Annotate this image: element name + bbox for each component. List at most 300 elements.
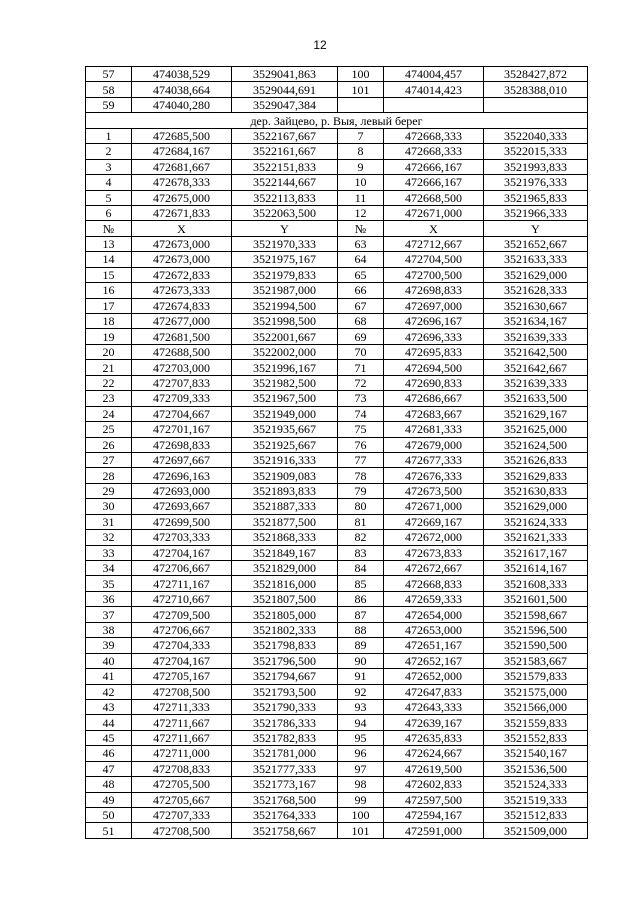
table-row <box>86 576 588 591</box>
table-cell: 472651,167 <box>384 638 484 653</box>
table-cell: 3521639,333 <box>484 329 588 344</box>
table-cell: 63 <box>338 236 384 251</box>
table-cell: 3528427,872 <box>484 67 588 82</box>
table-cell: 472666,167 <box>384 175 484 190</box>
table-cell: 472673,333 <box>132 283 232 298</box>
table-cell: 81 <box>338 514 384 529</box>
table-cell: 3521998,500 <box>232 314 338 329</box>
table-cell: 29 <box>86 483 132 498</box>
table-cell: 472672,833 <box>132 267 232 282</box>
table-cell: 3521829,000 <box>232 561 338 576</box>
table-cell: 11 <box>338 190 384 205</box>
table-cell: 93 <box>338 699 384 714</box>
table-cell: 101 <box>338 823 384 838</box>
table-cell: 3521996,167 <box>232 360 338 375</box>
table-cell: 472635,833 <box>384 730 484 745</box>
table-cell: 3521909,083 <box>232 468 338 483</box>
table-row <box>86 607 588 622</box>
table-cell: 3521802,333 <box>232 622 338 637</box>
table-cell: 472703,333 <box>132 530 232 545</box>
table-cell: 3521617,167 <box>484 545 588 560</box>
column-header-cell: Y <box>484 221 588 236</box>
table-row <box>86 190 588 205</box>
table-cell: 97 <box>338 761 384 776</box>
table-cell: 51 <box>86 823 132 838</box>
table-cell: 88 <box>338 622 384 637</box>
table-cell: 472671,833 <box>132 205 232 220</box>
table-cell: 472678,333 <box>132 175 232 190</box>
table-cell: 3529047,384 <box>232 97 338 112</box>
table-cell: 472694,500 <box>384 360 484 375</box>
column-header-row <box>86 221 588 236</box>
table-row <box>86 653 588 668</box>
table-cell: 472676,333 <box>384 468 484 483</box>
table-cell: 472671,000 <box>384 499 484 514</box>
table-cell: 67 <box>338 298 384 313</box>
table-cell: 472674,833 <box>132 298 232 313</box>
table-cell: 3521630,833 <box>484 483 588 498</box>
table-cell: 472619,500 <box>384 761 484 776</box>
table-cell: 3521625,000 <box>484 422 588 437</box>
table-row <box>86 452 588 467</box>
table-cell: 472597,500 <box>384 792 484 807</box>
table-cell: 3521768,500 <box>232 792 338 807</box>
table-row <box>86 360 588 375</box>
table-cell: 14 <box>86 252 132 267</box>
table-row <box>86 344 588 359</box>
table-cell: 472704,167 <box>132 545 232 560</box>
table-cell: 3521634,167 <box>484 314 588 329</box>
table-cell: 3521624,500 <box>484 437 588 452</box>
table-cell: 3529044,691 <box>232 82 338 97</box>
table-row <box>86 375 588 390</box>
table-row <box>86 514 588 529</box>
table-cell: 3521575,000 <box>484 684 588 699</box>
table-cell: 71 <box>338 360 384 375</box>
table-cell: 472659,333 <box>384 591 484 606</box>
table-cell: 35 <box>86 576 132 591</box>
table-cell: 3521994,500 <box>232 298 338 313</box>
table-row <box>86 422 588 437</box>
table-cell: 34 <box>86 561 132 576</box>
table-cell: 90 <box>338 653 384 668</box>
table-cell: 74 <box>338 406 384 421</box>
table-cell: 472711,667 <box>132 730 232 745</box>
table-row <box>86 97 588 112</box>
table-cell: 472652,000 <box>384 669 484 684</box>
table-cell: 3521559,833 <box>484 715 588 730</box>
table-cell: 472708,500 <box>132 684 232 699</box>
table-cell: 472673,500 <box>384 483 484 498</box>
table-cell: 472707,333 <box>132 808 232 823</box>
table-cell: 32 <box>86 530 132 545</box>
table-cell: 3521519,333 <box>484 792 588 807</box>
table-row <box>86 236 588 251</box>
table-cell: 472677,333 <box>384 452 484 467</box>
table-row <box>86 699 588 714</box>
table-cell: 3521642,667 <box>484 360 588 375</box>
table-row <box>86 406 588 421</box>
table-cell: 87 <box>338 607 384 622</box>
table-cell: 3521614,167 <box>484 561 588 576</box>
table-cell: 3521868,333 <box>232 530 338 545</box>
table-cell: 474040,280 <box>132 97 232 112</box>
table-cell: 100 <box>338 67 384 82</box>
table-cell: 76 <box>338 437 384 452</box>
table-cell: 3521849,167 <box>232 545 338 560</box>
table-cell: 80 <box>338 499 384 514</box>
table-cell: 472624,667 <box>384 746 484 761</box>
table-row <box>86 669 588 684</box>
column-header-cell: Y <box>232 221 338 236</box>
table-cell: 3521536,500 <box>484 761 588 776</box>
table-cell: 472701,167 <box>132 422 232 437</box>
table-cell: 472708,833 <box>132 761 232 776</box>
table-cell: 3521887,333 <box>232 499 338 514</box>
table-row <box>86 283 588 298</box>
table-cell: 37 <box>86 607 132 622</box>
table-cell: 101 <box>338 82 384 97</box>
table-cell: 472690,833 <box>384 375 484 390</box>
table-cell: 472668,833 <box>384 576 484 591</box>
table-cell: 472709,333 <box>132 391 232 406</box>
table-cell: 472671,000 <box>384 205 484 220</box>
table-cell: 474038,529 <box>132 67 232 82</box>
table-cell: 3522002,000 <box>232 344 338 359</box>
table-cell: 472681,667 <box>132 159 232 174</box>
table-cell: 2 <box>86 144 132 159</box>
table-cell: 3521777,333 <box>232 761 338 776</box>
table-cell: 1 <box>86 128 132 143</box>
table-cell: 3521976,333 <box>484 175 588 190</box>
table-cell: 6 <box>86 205 132 220</box>
table-row <box>86 144 588 159</box>
table-cell: 472696,333 <box>384 329 484 344</box>
table-cell: 472668,500 <box>384 190 484 205</box>
table-cell: 3522001,667 <box>232 329 338 344</box>
table-cell: 40 <box>86 653 132 668</box>
table-cell: 24 <box>86 406 132 421</box>
table-cell: 15 <box>86 267 132 282</box>
table-cell: 472684,167 <box>132 144 232 159</box>
table-cell: 57 <box>86 67 132 82</box>
table-cell: 65 <box>338 267 384 282</box>
table-cell: 3522015,333 <box>484 144 588 159</box>
table-row <box>86 437 588 452</box>
table-cell: 73 <box>338 391 384 406</box>
table-cell: 3521807,500 <box>232 591 338 606</box>
table-cell: 3521540,167 <box>484 746 588 761</box>
table-cell: 472639,167 <box>384 715 484 730</box>
table-cell: 3521583,667 <box>484 653 588 668</box>
table-cell: 472594,167 <box>384 808 484 823</box>
table-cell: 10 <box>338 175 384 190</box>
column-header-cell: X <box>384 221 484 236</box>
table-cell: 68 <box>338 314 384 329</box>
table-cell: 3521642,500 <box>484 344 588 359</box>
table-cell: 472679,000 <box>384 437 484 452</box>
section-header-row <box>86 113 588 128</box>
table-cell: 3521621,333 <box>484 530 588 545</box>
table-row <box>86 159 588 174</box>
table-cell: 3521764,333 <box>232 808 338 823</box>
table-cell: 3521979,833 <box>232 267 338 282</box>
table-cell: 472706,667 <box>132 561 232 576</box>
table-cell: 41 <box>86 669 132 684</box>
table-cell: 8 <box>338 144 384 159</box>
table-cell: 66 <box>338 283 384 298</box>
table-cell: 48 <box>86 777 132 792</box>
table-cell: 96 <box>338 746 384 761</box>
table-cell: 86 <box>338 591 384 606</box>
table-cell: 13 <box>86 236 132 251</box>
table-cell: 33 <box>86 545 132 560</box>
table-cell: 3521925,667 <box>232 437 338 452</box>
table-row <box>86 591 588 606</box>
table-cell: 3521652,667 <box>484 236 588 251</box>
table-cell: 472688,500 <box>132 344 232 359</box>
table-cell: 3521781,000 <box>232 746 338 761</box>
table-cell: 3521566,000 <box>484 699 588 714</box>
table-cell: 17 <box>86 298 132 313</box>
table-cell: 95 <box>338 730 384 745</box>
table-cell: 31 <box>86 514 132 529</box>
table-cell: 472708,500 <box>132 823 232 838</box>
table-cell: 472673,833 <box>384 545 484 560</box>
table-row <box>86 792 588 807</box>
table-cell: 70 <box>338 344 384 359</box>
table-cell: 3521816,000 <box>232 576 338 591</box>
table-cell: 472653,000 <box>384 622 484 637</box>
table-row <box>86 715 588 730</box>
table-cell <box>484 97 588 112</box>
table-cell: 83 <box>338 545 384 560</box>
table-row <box>86 746 588 761</box>
coordinates-table <box>85 66 588 839</box>
table-cell: 3521509,000 <box>484 823 588 838</box>
table-cell: 472700,500 <box>384 267 484 282</box>
table-cell: 474004,457 <box>384 67 484 82</box>
table-cell: 3521633,500 <box>484 391 588 406</box>
table-cell: 3521987,000 <box>232 283 338 298</box>
table-row <box>86 128 588 143</box>
table-cell: 75 <box>338 422 384 437</box>
table-cell: 72 <box>338 375 384 390</box>
table-cell: 472672,000 <box>384 530 484 545</box>
table-cell: 46 <box>86 746 132 761</box>
table-cell: 58 <box>86 82 132 97</box>
table-row <box>86 545 588 560</box>
table-row <box>86 823 588 838</box>
table-cell: 472668,333 <box>384 128 484 143</box>
table-cell: 27 <box>86 452 132 467</box>
table-cell: 45 <box>86 730 132 745</box>
table-cell: 3522161,667 <box>232 144 338 159</box>
table-cell: 3521916,333 <box>232 452 338 467</box>
table-cell: 3521975,167 <box>232 252 338 267</box>
table-cell: 50 <box>86 808 132 823</box>
table-cell: 84 <box>338 561 384 576</box>
table-row <box>86 730 588 745</box>
table-cell: 38 <box>86 622 132 637</box>
table-row <box>86 205 588 220</box>
table-cell: 472685,500 <box>132 128 232 143</box>
table-cell: 472704,167 <box>132 653 232 668</box>
table-row <box>86 638 588 653</box>
table-cell: 3521790,333 <box>232 699 338 714</box>
table-cell: 474014,423 <box>384 82 484 97</box>
table-cell: 3521629,000 <box>484 499 588 514</box>
table-cell: 472695,833 <box>384 344 484 359</box>
table-cell: 472683,667 <box>384 406 484 421</box>
table-cell: 472711,667 <box>132 715 232 730</box>
table-cell: 472681,333 <box>384 422 484 437</box>
column-header-cell: № <box>338 221 384 236</box>
table-cell: 472666,167 <box>384 159 484 174</box>
table-cell: 472698,833 <box>132 437 232 452</box>
table-cell: 472699,500 <box>132 514 232 529</box>
table-row <box>86 808 588 823</box>
table-cell: 3521786,333 <box>232 715 338 730</box>
table-cell: 472669,167 <box>384 514 484 529</box>
table-cell: 3521949,000 <box>232 406 338 421</box>
table-cell: 3521893,833 <box>232 483 338 498</box>
table-cell: 472693,000 <box>132 483 232 498</box>
coordinates-table-body <box>86 67 588 839</box>
table-cell: 472693,667 <box>132 499 232 514</box>
table-row <box>86 252 588 267</box>
table-cell: 28 <box>86 468 132 483</box>
table-row <box>86 499 588 514</box>
table-cell: 79 <box>338 483 384 498</box>
table-cell: 472710,667 <box>132 591 232 606</box>
table-cell: 3521793,500 <box>232 684 338 699</box>
table-cell: 3521758,667 <box>232 823 338 838</box>
table-cell: 16 <box>86 283 132 298</box>
table-cell: 3522040,333 <box>484 128 588 143</box>
table-cell: 472709,500 <box>132 607 232 622</box>
table-row <box>86 329 588 344</box>
table-cell: 3521626,833 <box>484 452 588 467</box>
table-cell: 3521524,333 <box>484 777 588 792</box>
table-cell: 3521877,500 <box>232 514 338 529</box>
table-cell: 3521608,333 <box>484 576 588 591</box>
table-cell: 3521970,333 <box>232 236 338 251</box>
table-cell: 3521633,333 <box>484 252 588 267</box>
table-cell: 3521782,833 <box>232 730 338 745</box>
table-cell: 3521596,500 <box>484 622 588 637</box>
table-row <box>86 391 588 406</box>
table-cell: 3521935,667 <box>232 422 338 437</box>
table-cell: 92 <box>338 684 384 699</box>
table-cell: 3521805,000 <box>232 607 338 622</box>
table-cell: 3521579,833 <box>484 669 588 684</box>
table-cell: 43 <box>86 699 132 714</box>
table-cell: 3521796,500 <box>232 653 338 668</box>
table-cell: 3521966,333 <box>484 205 588 220</box>
table-cell: 12 <box>338 205 384 220</box>
table-cell: 3521628,333 <box>484 283 588 298</box>
table-cell: 3 <box>86 159 132 174</box>
table-cell: 23 <box>86 391 132 406</box>
table-cell: 22 <box>86 375 132 390</box>
column-header-cell: X <box>132 221 232 236</box>
table-cell: 472647,833 <box>384 684 484 699</box>
table-cell: 3522144,667 <box>232 175 338 190</box>
table-cell: 3521639,333 <box>484 375 588 390</box>
table-cell: 39 <box>86 638 132 653</box>
table-cell: 69 <box>338 329 384 344</box>
table-cell: 472675,000 <box>132 190 232 205</box>
table-cell: 100 <box>338 808 384 823</box>
table-cell: 472673,000 <box>132 252 232 267</box>
table-cell: 472711,167 <box>132 576 232 591</box>
table-cell: 94 <box>338 715 384 730</box>
table-cell: 3521598,667 <box>484 607 588 622</box>
table-cell: 99 <box>338 792 384 807</box>
table-cell: 472706,667 <box>132 622 232 637</box>
table-cell: 78 <box>338 468 384 483</box>
table-row <box>86 530 588 545</box>
table-row <box>86 684 588 699</box>
table-cell: 3522167,667 <box>232 128 338 143</box>
table-cell: 472712,667 <box>384 236 484 251</box>
table-cell: 7 <box>338 128 384 143</box>
column-header-cell: № <box>86 221 132 236</box>
table-cell: 3521965,833 <box>484 190 588 205</box>
table-cell: 472705,500 <box>132 777 232 792</box>
table-cell: 472672,667 <box>384 561 484 576</box>
table-row <box>86 483 588 498</box>
table-cell <box>384 97 484 112</box>
table-cell: 472643,333 <box>384 699 484 714</box>
table-cell: 20 <box>86 344 132 359</box>
table-cell: 472698,833 <box>384 283 484 298</box>
table-cell: 3521773,167 <box>232 777 338 792</box>
table-cell: 21 <box>86 360 132 375</box>
table-cell: 3522063,500 <box>232 205 338 220</box>
table-cell: 59 <box>86 97 132 112</box>
table-cell: 91 <box>338 669 384 684</box>
table-cell: 42 <box>86 684 132 699</box>
table-cell: 472696,163 <box>132 468 232 483</box>
table-row <box>86 761 588 776</box>
table-cell: 85 <box>338 576 384 591</box>
table-cell: 3521982,500 <box>232 375 338 390</box>
table-cell: 77 <box>338 452 384 467</box>
table-cell: 3521629,167 <box>484 406 588 421</box>
table-cell: 472668,333 <box>384 144 484 159</box>
table-cell: 472602,833 <box>384 777 484 792</box>
table-row <box>86 622 588 637</box>
table-row <box>86 298 588 313</box>
table-cell: 3521794,667 <box>232 669 338 684</box>
table-cell: 98 <box>338 777 384 792</box>
table-cell: 472703,000 <box>132 360 232 375</box>
table-row <box>86 82 588 97</box>
table-cell: 47 <box>86 761 132 776</box>
table-cell: 49 <box>86 792 132 807</box>
table-cell: 472697,667 <box>132 452 232 467</box>
table-row <box>86 67 588 82</box>
table-cell: 25 <box>86 422 132 437</box>
table-cell: 18 <box>86 314 132 329</box>
table-cell: 5 <box>86 190 132 205</box>
table-cell: 3521967,500 <box>232 391 338 406</box>
table-cell: 3521798,833 <box>232 638 338 653</box>
table-cell: 472697,000 <box>384 298 484 313</box>
table-row <box>86 468 588 483</box>
